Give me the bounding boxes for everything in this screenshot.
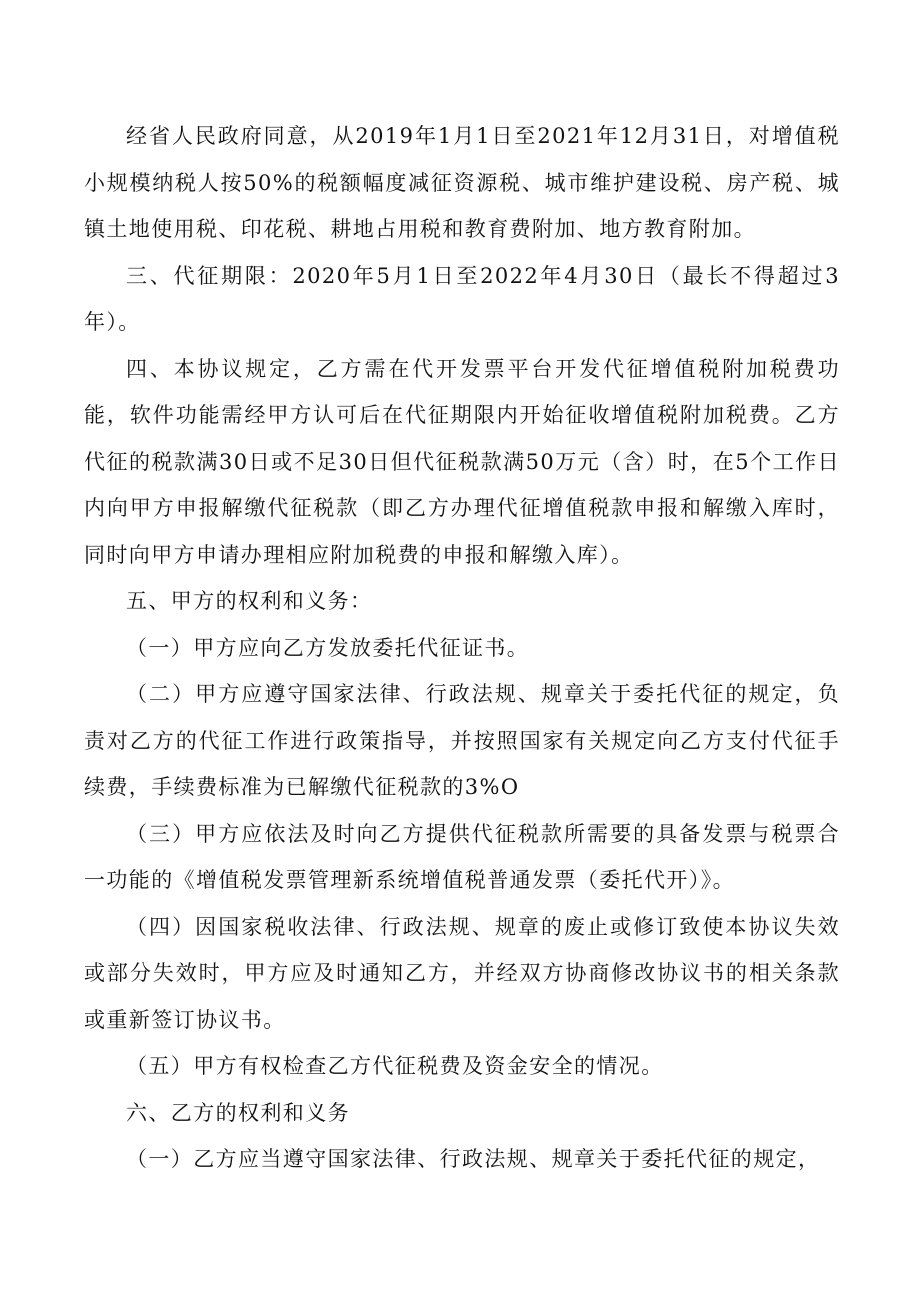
party-a-item-5: （五）甲方有权检查乙方代征税费及资金安全的情况。 (126, 1054, 664, 1078)
section-heading-party-a: 五、甲方的权利和义务： (126, 589, 373, 613)
party-b-item-1: （一）乙方应当遵守国家法律、行政法规、规章关于委托代征的规定， (126, 1147, 821, 1171)
paragraph-collection-period: 三、代征期限：2020年5月1日至2022年4月30日（最长不得超过3年）。 (84, 263, 840, 334)
section-heading-party-b: 六、乙方的权利和义务 (126, 1100, 350, 1125)
party-a-item-2: （二）甲方应遵守国家法律、行政法规、规章关于委托代征的规定，负责对乙方的代征工作进行政策指导，并按照国家有关规定向乙方支付代征手续费，手续费标准为已解缴代征税款的3%O (84, 682, 840, 799)
paragraph-agreement-terms: 四、本协议规定，乙方需在代开发票平台开发代征增值税附加税费功能，软件功能需经甲方认可后在代征期限内开始征收增值税附加税费。乙方代征的税款满30日或不足30日但代征税款满50万元（含）时，在5个工作日内向甲方申报解缴代征税款（即乙方办理代征增值税款申报和解缴入库时，同时向甲方申请办理相应附加税费的申报和解缴入库）。 (84, 356, 840, 567)
paragraph-tax-reduction: 经省人民政府同意，从2019年1月1日至2021年12月31日，对增值税小规模纳税人按50%的税额幅度减征资源税、城市维护建设税、房产税、城镇土地使用税、印花税、耕地占用税和教育费附加、地方教育附加。 (84, 124, 840, 241)
document-page (84, 113, 840, 1183)
party-a-item-4: （四）因国家税收法律、行政法规、规章的废止或修订致使本协议失效或部分失效时，甲方应及时通知乙方，并经双方协商修改协议书的相关条款或重新签订协议书。 (84, 914, 840, 1032)
party-a-item-3: （三）甲方应依法及时向乙方提供代征税款所需要的具备发票与税票合一功能的《增值税发票管理新系统增值税普通发票（委托代开）》。 (84, 821, 840, 892)
party-a-item-1: （一）甲方应向乙方发放委托代征证书。 (126, 635, 530, 660)
